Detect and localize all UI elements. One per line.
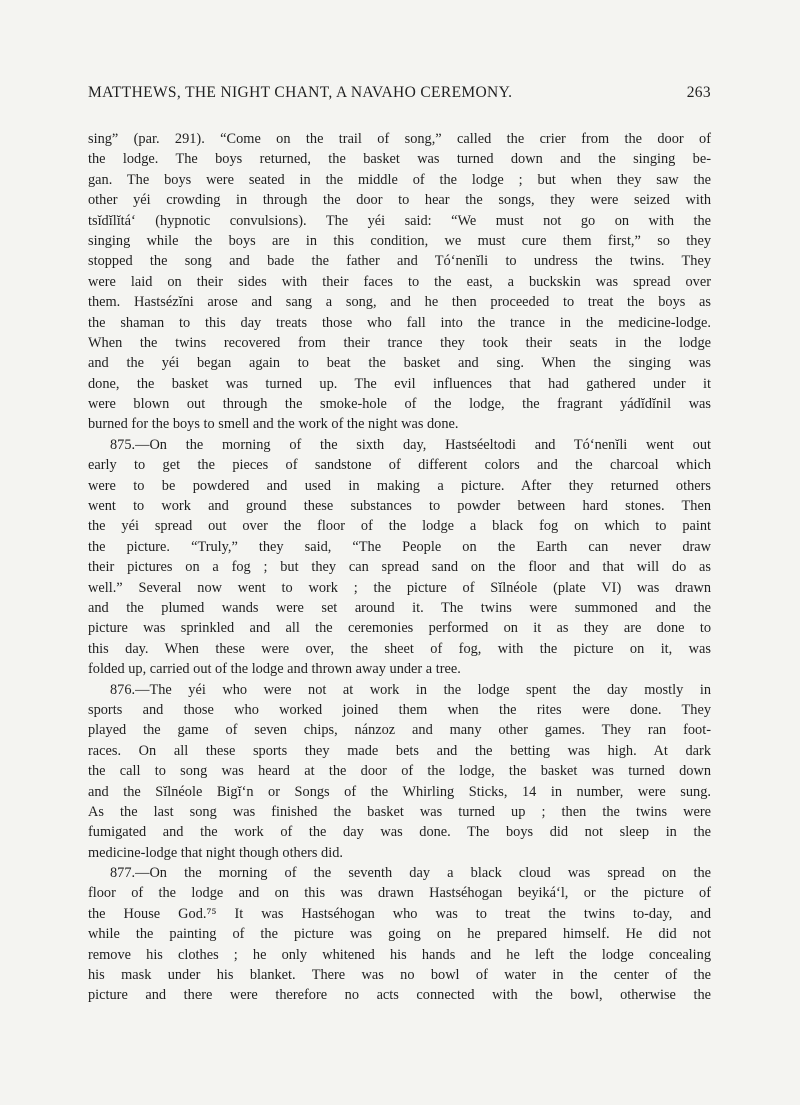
text-line: the picture. “Truly,” they said, “The People on the Earth can never draw — [88, 538, 711, 555]
running-head: MATTHEWS, THE NIGHT CHANT, A NAVAHO CEREMONY. — [88, 84, 513, 101]
text-line: while the painting of the picture was going on he prepared himself. He did not — [88, 926, 711, 943]
paragraph-876-start: 876.—The yéi who were not at work in the lodge spent the day mostly in — [110, 681, 711, 698]
text-line: stopped the song and bade the father and Tó‘nenĭli to undress the twins. They — [88, 253, 711, 270]
text-line: the call to song was heard at the door of the lodge, the basket was turned down — [88, 763, 711, 780]
text-line: When the twins recovered from their trance they took their seats in the lodge — [88, 334, 711, 351]
text-line: other yéi crowding in through the door to hear the songs, they were seized with — [88, 192, 711, 209]
text-line: gan. The boys were seated in the middle of the lodge ; but when they saw the — [88, 171, 711, 188]
text-line: and the yéi began again to beat the basket and sing. When the singing was — [88, 355, 711, 372]
text-line: and the Sĭlnéole Bigĭ‘n or Songs of the Whirling Sticks, 14 in number, were sung. — [88, 783, 711, 800]
text-line: done, the basket was turned up. The evil influences that had gathered under it — [88, 375, 711, 392]
text-line: his mask under his blanket. There was no bowl of water in the center of the — [88, 967, 711, 984]
text-line: floor of the lodge and on this was drawn Hastséhogan beyiká‘l, or the picture of — [88, 885, 711, 902]
text-line: went to work and ground these substances to powder between hard stones. Then — [88, 498, 711, 515]
text-line: early to get the pieces of sandstone of different colors and the charcoal which — [88, 457, 711, 474]
text-line-paragraph-end: burned for the boys to smell and the work of the night was done. — [88, 416, 459, 433]
text-line: singing while the boys are in this condition, we must cure them first,” so they — [88, 232, 711, 249]
text-line: As the last song was finished the basket was turned up ; then the twins were — [88, 803, 711, 820]
text-line: picture and there were therefore no acts connected with the bowl, otherwise the — [88, 987, 711, 1004]
text-line: the House God.⁷⁵ It was Hastséhogan who was to treat the twins to-day, and — [88, 905, 711, 922]
text-line: races. On all these sports they made bets and the betting was high. At dark — [88, 742, 711, 759]
text-line-paragraph-end: medicine-lodge that night though others did. — [88, 844, 343, 861]
text-line: sing” (par. 291). “Come on the trail of song,” called the crier from the door of — [88, 131, 711, 147]
text-line: the lodge. The boys returned, the basket was turned down and the singing be- — [88, 151, 711, 168]
text-line: their pictures on a fog ; but they can spread sand on the floor and that will do as — [88, 559, 711, 576]
text-line: were laid on their sides with their faces to the east, a buckskin was spread over — [88, 273, 711, 290]
paragraph-877-start: 877.—On the morning of the seventh day a black cloud was spread on the — [110, 865, 711, 882]
body-text — [88, 129, 711, 1006]
text-line-paragraph-end: folded up, carried out of the lodge and thrown away under a tree. — [88, 661, 461, 678]
text-line: and the plumed wands were set around it. The twins were summoned and the — [88, 599, 711, 616]
text-line: fumigated and the work of the day was done. The boys did not sleep in the — [88, 824, 711, 841]
text-line: them. Hastsézĭni arose and sang a song, and he then proceeded to treat the boys as — [88, 294, 711, 311]
text-line: sports and those who worked joined them when the rites were done. They — [88, 701, 711, 718]
text-line: remove his clothes ; he only whitened his hands and he left the lodge concealing — [88, 946, 711, 963]
text-line: the yéi spread out over the floor of the lodge a black fog on which to paint — [88, 518, 711, 535]
text-line: tsĭdĭlĭtá‘ (hypnotic convulsions). The yéi said: “We must not go on with the — [88, 212, 711, 229]
text-line: were to be powdered and used in making a picture. After they returned others — [88, 477, 711, 494]
text-line: played the game of seven chips, nánzoz and many other games. They ran foot- — [88, 722, 711, 739]
text-line: were blown out through the smoke-hole of the lodge, the fragrant yádĭdĭnil was — [88, 396, 711, 413]
page-number: 263 — [686, 84, 711, 101]
text-line: picture was sprinkled and all the ceremonies performed on it as they are done to — [88, 620, 711, 637]
page-header — [88, 84, 711, 110]
paragraph-875-start: 875.—On the morning of the sixth day, Hastséeltodi and Tó‘nenĭli went out — [110, 436, 711, 453]
text-line: the shaman to this day treats those who fall into the trance in the medicine-lodge. — [88, 314, 711, 331]
text-line: well.” Several now went to work ; the picture of Sĭlnéole (plate VI) was drawn — [88, 579, 711, 596]
text-line: this day. When these were over, the sheet of fog, with the picture on it, was — [88, 640, 711, 657]
